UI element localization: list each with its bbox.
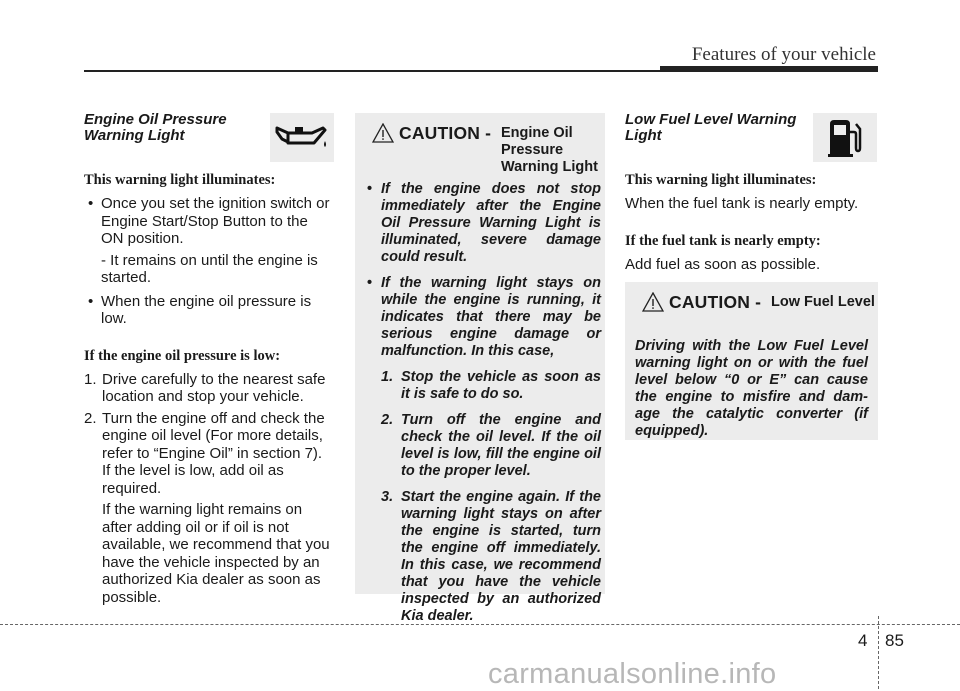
step-number: 3. bbox=[381, 489, 394, 505]
step-number: 1. bbox=[84, 370, 97, 388]
caution-label: CAUTION - bbox=[669, 292, 762, 312]
caution-label: CAUTION - bbox=[399, 123, 492, 143]
section-number: 4 bbox=[858, 631, 868, 650]
caution-bullet: • If the warning light stays on while the engine is running, it indicates that there may be serious engine damage or malfunction. In this case, bbox=[365, 275, 601, 360]
subheading-illuminates: This warning light illuminates: bbox=[625, 172, 817, 188]
subheading-nearly-empty: If the fuel tank is nearly empty: bbox=[625, 232, 821, 249]
caution-text: Driving with the Low Fuel Level warning light on or with the fuel level below “0 or E” can cause the engine to misfire and dam-age the catalytic converter (if equipped). bbox=[635, 338, 868, 439]
header-rule-accent bbox=[660, 66, 878, 72]
bullet-item: • Once you set the ignition switch or Engine Start/Stop Button to the ON position. bbox=[84, 195, 334, 248]
caution-header bbox=[635, 292, 878, 338]
step-text: Turn off the engine and check the oil level. If the oil level is low, fill the engine oil to the proper level. bbox=[401, 412, 601, 479]
caution-header bbox=[365, 123, 605, 181]
step-number: 1. bbox=[381, 369, 394, 385]
caution-step bbox=[365, 412, 601, 480]
step-item bbox=[84, 410, 334, 498]
subheading-low-pressure: If the engine oil pressure is low: bbox=[84, 347, 281, 364]
footer-divider bbox=[878, 616, 879, 689]
sub-item: - It remains on until the engine is started. bbox=[101, 251, 318, 286]
caution-step bbox=[365, 489, 601, 625]
step-text: Drive carefully to the nearest safe location and stop your vehicle. bbox=[102, 370, 326, 405]
oil-pressure-indicator bbox=[270, 113, 334, 162]
subheading-illuminates: This warning light illuminates: bbox=[84, 172, 276, 188]
step-text: Stop the vehicle as soon as it is safe to do so. bbox=[401, 369, 601, 402]
caution-box-low-fuel bbox=[625, 282, 878, 440]
footer-rule bbox=[0, 624, 960, 625]
step-continuation: If the warning light remains on after adding oil or if oil is not available, we recommend that you have the vehicle inspected by an authorized Kia dealer as soon as possible. bbox=[102, 501, 330, 606]
section-header-title: Features of your vehicle bbox=[691, 44, 876, 65]
warning-triangle-icon bbox=[372, 123, 394, 143]
step-number: 2. bbox=[84, 409, 97, 427]
step-item bbox=[84, 371, 334, 406]
caution-box-oil-pressure bbox=[355, 113, 605, 624]
page-number: 85 bbox=[885, 631, 904, 650]
caution-step bbox=[365, 369, 601, 403]
caution-title: Engine Oil Pressure Warning Light bbox=[501, 125, 598, 175]
caution-bullet: • If the engine does not stop immediately after the Engine Oil Pressure Warning Light is illuminated, severe damage could result. bbox=[365, 181, 601, 266]
caution-title: Low Fuel Level bbox=[771, 294, 875, 310]
oil-can-icon bbox=[274, 123, 330, 153]
engine-oil-section bbox=[84, 112, 334, 606]
body-text: Add fuel as soon as possible. bbox=[625, 255, 821, 273]
step-text: Start the engine again. If the warning light stays on after the engine is started, turn the engine off immediately. In this case, we recommend that you have the vehicle inspected by an authorized Kia dealer. bbox=[401, 489, 601, 624]
step-number: 2. bbox=[381, 412, 394, 428]
section-title: Low Fuel Level Warning Light bbox=[625, 111, 797, 144]
body-text: When the fuel tank is nearly empty. bbox=[625, 195, 859, 212]
fuel-pump-icon bbox=[828, 118, 862, 158]
step-text: Turn the engine off and check the engine oil level (For more details, refer to “Engine Oil” in section 7). If the level is low, add oil as required. bbox=[102, 409, 325, 497]
warning-triangle-icon bbox=[642, 292, 664, 312]
bullet-item: • When the engine oil pressure is low. bbox=[84, 293, 334, 328]
low-fuel-indicator bbox=[813, 113, 877, 162]
section-title: Engine Oil Pressure Warning Light bbox=[84, 111, 227, 144]
watermark: carmanualsonline.info bbox=[488, 658, 777, 690]
